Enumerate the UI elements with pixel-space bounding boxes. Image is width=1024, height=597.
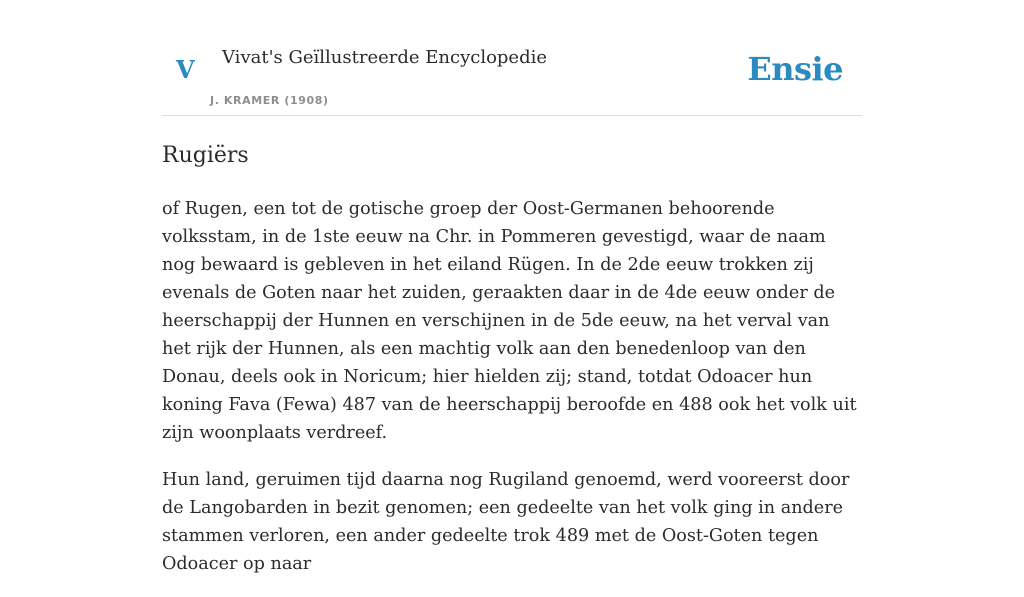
book-author: J. KRAMER (1908)	[210, 94, 329, 107]
entry-title: Rugiërs	[162, 143, 249, 168]
book-logo-icon[interactable]: V	[176, 55, 195, 84]
page-container	[162, 0, 862, 597]
entry-paragraph: Hun land, geruimen tijd daarna nog Rugiland genoemd, werd vooreerst door de Langobarden in bezit genomen; een gedeelte van het volk ging in andere stammen verloren, een ander gedeelte trok 489 met de Oost-Goten tegen Odoacer op naar	[162, 470, 850, 574]
entry-body	[162, 195, 862, 578]
book-header	[162, 0, 862, 116]
entry-paragraph: of Rugen, een tot de gotische groep der Oost-Germanen behoorende volksstam, in de 1ste eeuw na Chr. in Pommeren gevestigd, waar de naam nog bewaard is gebleven in het eiland Rügen. In de 2de eeuw trokken zij evenals de Goten naar het zuiden, geraakten daar in de 4de eeuw onder de heerschappij der Hunnen en verschijnen in de 5de eeuw, na het verval van het rijk der Hunnen, als een machtig volk aan den benedenloop van den Donau, deels ook in Noricum; hier hielden zij; stand, totdat Odoacer hun koning Fava (Fewa) 487 van de heerschappij beroofde en 488 ook het volk uit zijn woonplaats verdreef.	[162, 199, 857, 443]
book-title-link[interactable]: Vivat's Geïllustreerde Encyclopedie	[222, 47, 548, 68]
ensie-logo[interactable]: Ensie	[747, 50, 843, 88]
